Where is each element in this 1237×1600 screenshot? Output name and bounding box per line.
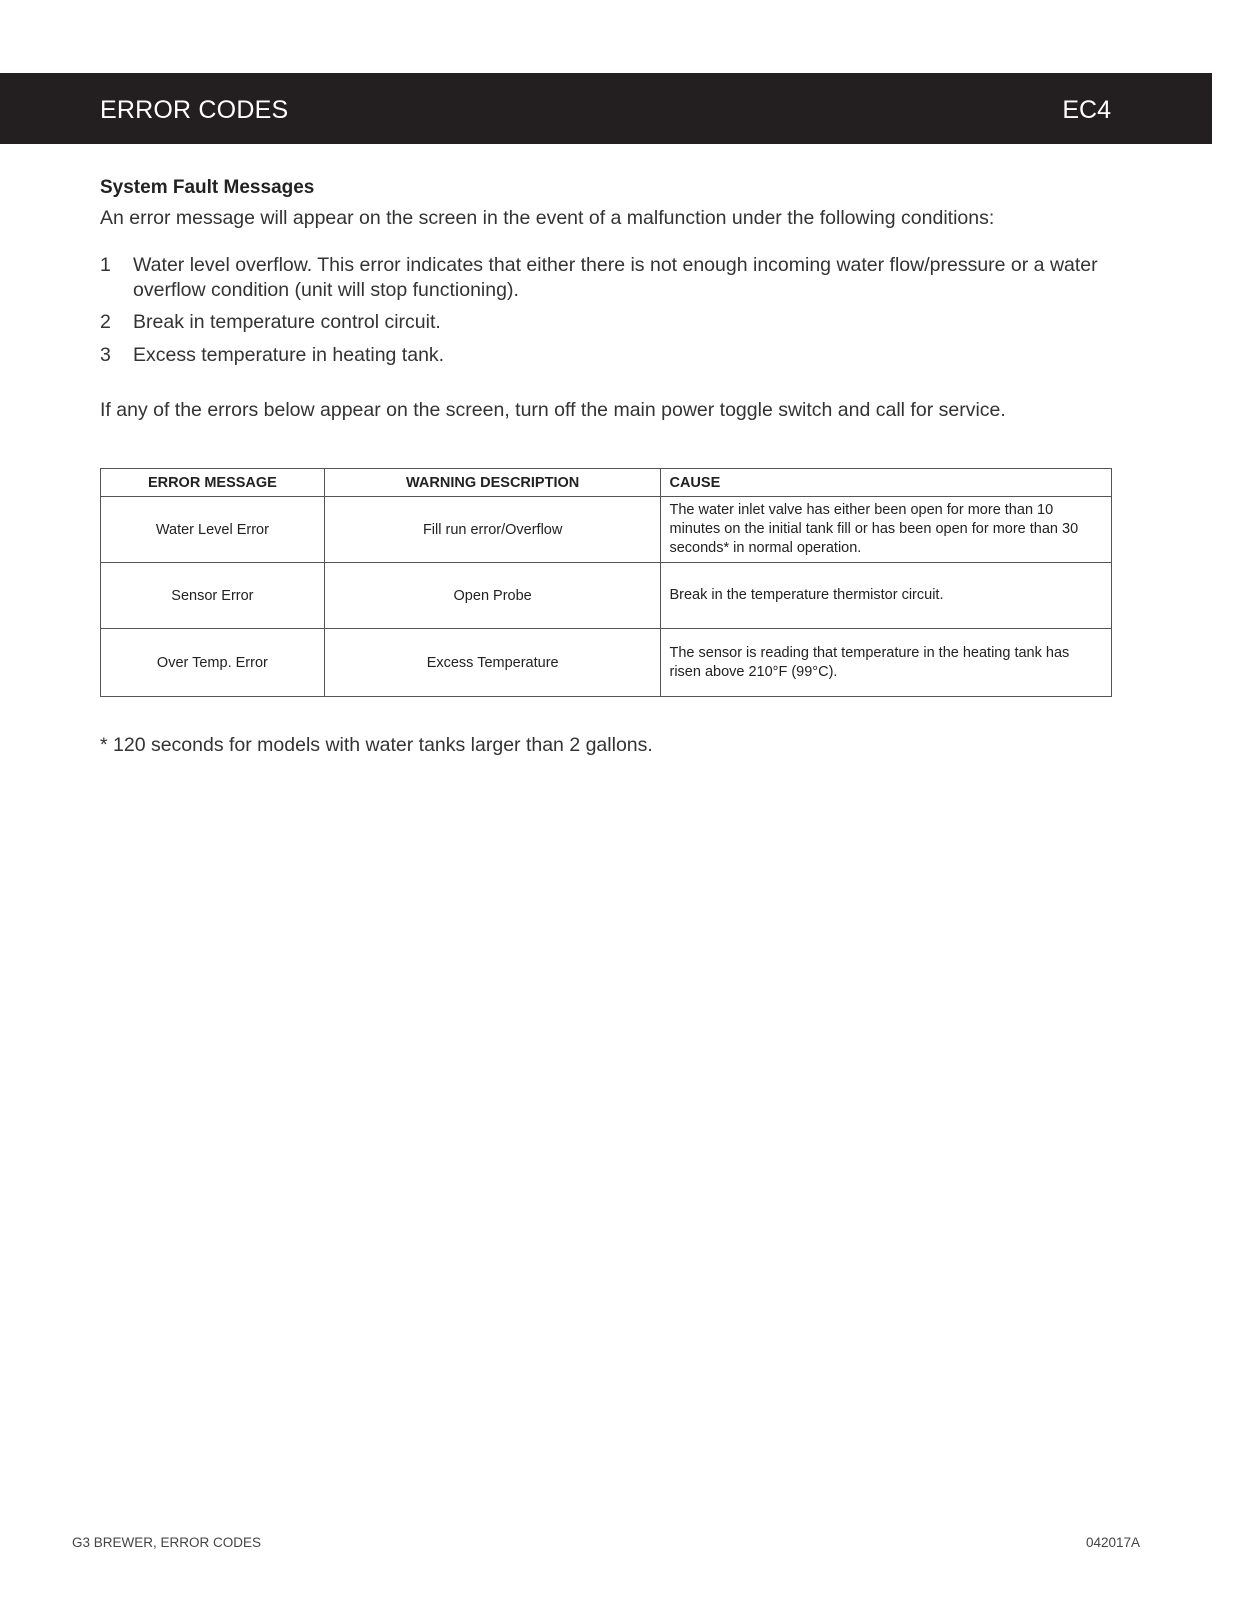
error-message-cell: Over Temp. Error bbox=[101, 629, 325, 697]
warning-description-cell: Open Probe bbox=[324, 563, 661, 629]
intro-text: An error message will appear on the screen in the event of a malfunction under the following conditions: bbox=[100, 207, 995, 229]
cause-cell: The sensor is reading that temperature in the heating tank has risen above 210°F (99°C). bbox=[661, 629, 1112, 697]
list-item-number: 1 bbox=[100, 254, 111, 276]
page-title: ERROR CODES bbox=[100, 96, 289, 124]
column-header-cause: CAUSE bbox=[661, 469, 1112, 497]
footnote: * 120 seconds for models with water tanks larger than 2 gallons. bbox=[100, 734, 653, 756]
cause-cell: The water inlet valve has either been open for more than 10 minutes on the initial tank fill or has been open for more than 30 seconds* in normal operation. bbox=[661, 497, 1112, 563]
cause-cell: Break in the temperature thermistor circuit. bbox=[661, 563, 1112, 629]
list-item-text: Water level overflow. This error indicates that either there is not enough incoming water flow/pressure or a water overflow condition (unit will stop functioning). bbox=[133, 254, 1098, 301]
column-header-warning-description: WARNING DESCRIPTION bbox=[324, 469, 661, 497]
column-header-error-message: ERROR MESSAGE bbox=[101, 469, 325, 497]
table-row bbox=[101, 629, 1112, 697]
section-title: System Fault Messages bbox=[100, 177, 315, 198]
footer-revision-code: 042017A bbox=[1085, 1535, 1140, 1550]
table-row bbox=[101, 497, 1112, 563]
warning-description-cell: Excess Temperature bbox=[324, 629, 661, 697]
section-code: EC4 bbox=[1062, 96, 1111, 124]
list-item-text: Break in temperature control circuit. bbox=[133, 311, 441, 333]
table-row bbox=[101, 563, 1112, 629]
advice-text: If any of the errors below appear on the screen, turn off the main power toggle switch and call for service. bbox=[100, 399, 1006, 421]
error-codes-table bbox=[100, 468, 1112, 697]
footer-document-title: G3 BREWER, ERROR CODES bbox=[72, 1535, 262, 1550]
list-item bbox=[100, 343, 1112, 368]
conditions-list bbox=[100, 253, 1112, 367]
list-item bbox=[100, 310, 1112, 335]
error-message-cell: Water Level Error bbox=[101, 497, 325, 563]
list-item bbox=[100, 253, 1112, 302]
error-message-cell: Sensor Error bbox=[101, 563, 325, 629]
table-header-row bbox=[101, 469, 1112, 497]
warning-description-cell: Fill run error/Overflow bbox=[324, 497, 661, 563]
list-item-number: 3 bbox=[100, 343, 111, 366]
list-item-text: Excess temperature in heating tank. bbox=[133, 343, 445, 366]
list-item-number: 2 bbox=[100, 311, 111, 333]
main-content bbox=[100, 176, 1112, 423]
